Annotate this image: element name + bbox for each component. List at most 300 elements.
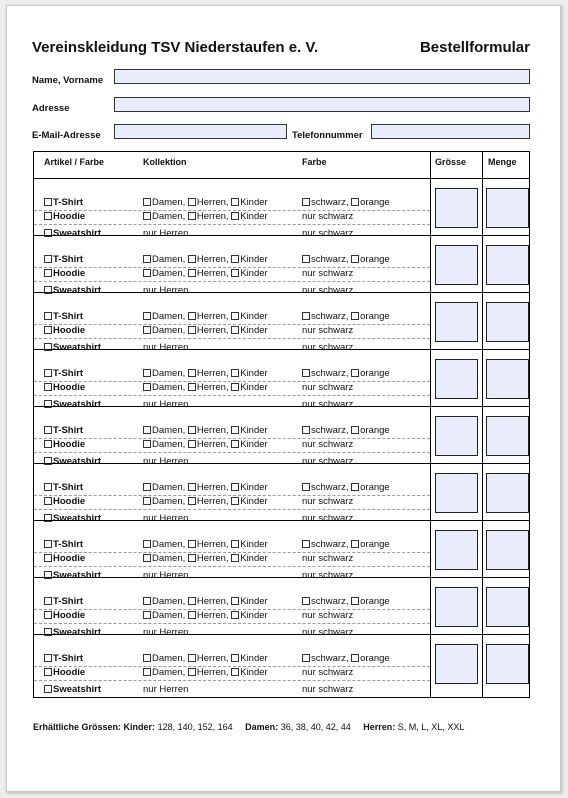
- collection-options: [143, 552, 268, 566]
- available-sizes-note: [33, 722, 464, 732]
- name-field[interactable]: [114, 69, 530, 84]
- orange-checkbox[interactable]: [351, 426, 359, 434]
- black-checkbox[interactable]: [302, 483, 310, 491]
- color-options: [302, 595, 390, 609]
- size-input[interactable]: [435, 188, 478, 228]
- sweatshirt-label: Sweatshirt: [53, 285, 102, 296]
- women-checkbox[interactable]: [143, 369, 151, 377]
- collection-options: [143, 666, 268, 680]
- header-article: Artikel / Farbe: [44, 157, 105, 167]
- hoodie-row: [34, 324, 430, 339]
- kids-checkbox[interactable]: [231, 540, 239, 548]
- hoodie-item[interactable]: [44, 552, 85, 566]
- order-table: [33, 151, 530, 698]
- collection-note: nur Herren: [143, 228, 189, 239]
- men-option-label: Herren,: [196, 254, 229, 265]
- color-note: nur schwarz: [302, 684, 354, 695]
- men-checkbox[interactable]: [188, 497, 196, 505]
- men-checkbox[interactable]: [188, 597, 196, 605]
- men-checkbox[interactable]: [188, 483, 196, 491]
- quantity-input[interactable]: [486, 530, 529, 570]
- women-checkbox[interactable]: [143, 668, 151, 676]
- kids-checkbox[interactable]: [231, 212, 239, 220]
- hoodie-row: [34, 381, 430, 396]
- quantity-input[interactable]: [486, 473, 529, 513]
- women-option-label: Damen,: [152, 653, 186, 664]
- kids-sizes: 128, 140, 152, 164: [157, 722, 233, 732]
- black-checkbox[interactable]: [302, 540, 310, 548]
- color-note: nur schwarz: [302, 325, 354, 336]
- women-option-label: Damen,: [152, 482, 186, 493]
- women-checkbox[interactable]: [143, 255, 151, 263]
- men-checkbox[interactable]: [188, 383, 196, 391]
- kids-checkbox[interactable]: [231, 198, 239, 206]
- women-checkbox[interactable]: [143, 426, 151, 434]
- kids-option-label: Kinder: [240, 268, 268, 279]
- men-sizes-label: Herren:: [363, 722, 396, 732]
- hoodie-item[interactable]: [44, 267, 85, 281]
- women-checkbox[interactable]: [143, 483, 151, 491]
- hoodie-row: [34, 267, 430, 282]
- collection-options: [143, 438, 268, 452]
- black-option-label: schwarz,: [311, 482, 349, 493]
- black-option-label: schwarz,: [311, 311, 349, 322]
- black-checkbox[interactable]: [302, 255, 310, 263]
- sweatshirt-item[interactable]: [44, 683, 101, 697]
- tshirt-checkbox[interactable]: [44, 483, 52, 491]
- men-checkbox[interactable]: [188, 611, 196, 619]
- size-input[interactable]: [435, 302, 478, 342]
- collection-options: [143, 609, 268, 623]
- collection-options: [143, 267, 268, 281]
- tshirt-label: T-Shirt: [53, 311, 84, 322]
- kids-option-label: Kinder: [240, 653, 268, 664]
- hoodie-label: Hoodie: [53, 268, 86, 279]
- hoodie-label: Hoodie: [53, 496, 86, 507]
- quantity-input[interactable]: [486, 359, 529, 399]
- quantity-input[interactable]: [486, 188, 529, 228]
- kids-option-label: Kinder: [240, 482, 268, 493]
- hoodie-item[interactable]: [44, 495, 85, 509]
- color-options: [302, 310, 390, 324]
- form-title: Vereinskleidung TSV Niederstaufen e. V.: [32, 39, 319, 56]
- men-checkbox[interactable]: [188, 198, 196, 206]
- hoodie-checkbox[interactable]: [44, 668, 52, 676]
- women-option-label: Damen,: [152, 325, 186, 336]
- order-line-group: [34, 349, 529, 410]
- color-note: nur schwarz: [302, 627, 354, 638]
- collection-options: [143, 196, 268, 210]
- color-note: nur schwarz: [302, 342, 354, 353]
- women-checkbox[interactable]: [143, 212, 151, 220]
- tshirt-item[interactable]: [44, 310, 83, 324]
- kids-option-label: Kinder: [240, 439, 268, 450]
- women-sizes: 36, 38, 40, 42, 44: [280, 722, 351, 732]
- hoodie-label: Hoodie: [53, 325, 86, 336]
- size-input[interactable]: [435, 530, 478, 570]
- collection-options: [143, 381, 268, 395]
- kids-option-label: Kinder: [240, 368, 268, 379]
- kids-checkbox[interactable]: [231, 269, 239, 277]
- women-option-label: Damen,: [152, 268, 186, 279]
- collection-options: [143, 367, 268, 381]
- collection-note: nur Herren: [143, 285, 189, 296]
- women-option-label: Damen,: [152, 596, 186, 607]
- hoodie-item[interactable]: [44, 210, 85, 224]
- kids-option-label: Kinder: [240, 539, 268, 550]
- orange-option-label: orange: [360, 596, 390, 607]
- women-checkbox[interactable]: [143, 312, 151, 320]
- orange-checkbox[interactable]: [351, 483, 359, 491]
- kids-checkbox[interactable]: [231, 426, 239, 434]
- tshirt-checkbox[interactable]: [44, 540, 52, 548]
- men-option-label: Herren,: [196, 439, 229, 450]
- hoodie-label: Hoodie: [53, 439, 86, 450]
- orange-checkbox[interactable]: [351, 540, 359, 548]
- kids-option-label: Kinder: [240, 496, 268, 507]
- women-option-label: Damen,: [152, 368, 186, 379]
- hoodie-row: [34, 495, 430, 510]
- tshirt-row: [34, 196, 430, 211]
- hoodie-checkbox[interactable]: [44, 611, 52, 619]
- tshirt-row: [34, 367, 430, 382]
- order-form-page: [6, 5, 561, 792]
- hoodie-checkbox[interactable]: [44, 440, 52, 448]
- tshirt-checkbox[interactable]: [44, 198, 52, 206]
- phone-label: Telefonnummer: [292, 130, 363, 141]
- women-option-label: Damen,: [152, 425, 186, 436]
- color-note: nur schwarz: [302, 667, 354, 678]
- black-option-label: schwarz,: [311, 653, 349, 664]
- header-quantity: Menge: [488, 157, 517, 167]
- kids-option-label: Kinder: [240, 211, 268, 222]
- size-input[interactable]: [435, 245, 478, 285]
- orange-option-label: orange: [360, 653, 390, 664]
- size-input[interactable]: [435, 416, 478, 456]
- kids-option-label: Kinder: [240, 325, 268, 336]
- tshirt-item[interactable]: [44, 481, 83, 495]
- men-sizes: S, M, L, XL, XXL: [397, 722, 465, 732]
- kids-checkbox[interactable]: [231, 654, 239, 662]
- sweatshirt-label: Sweatshirt: [53, 456, 102, 467]
- men-option-label: Herren,: [196, 596, 229, 607]
- men-checkbox[interactable]: [188, 312, 196, 320]
- men-option-label: Herren,: [196, 553, 229, 564]
- black-checkbox[interactable]: [302, 369, 310, 377]
- color-options: [302, 253, 390, 267]
- collection-note: nur Herren: [143, 570, 189, 581]
- kids-checkbox[interactable]: [231, 440, 239, 448]
- hoodie-checkbox[interactable]: [44, 326, 52, 334]
- kids-checkbox[interactable]: [231, 554, 239, 562]
- women-checkbox[interactable]: [143, 326, 151, 334]
- quantity-input[interactable]: [486, 302, 529, 342]
- men-option-label: Herren,: [196, 425, 229, 436]
- quantity-input[interactable]: [486, 644, 529, 684]
- hoodie-checkbox[interactable]: [44, 269, 52, 277]
- women-checkbox[interactable]: [143, 440, 151, 448]
- hoodie-checkbox[interactable]: [44, 554, 52, 562]
- tshirt-label: T-Shirt: [53, 425, 84, 436]
- tshirt-label: T-Shirt: [53, 254, 84, 265]
- collection-note: nur Herren: [143, 513, 189, 524]
- tshirt-item[interactable]: [44, 538, 83, 552]
- orange-option-label: orange: [360, 539, 390, 550]
- orange-checkbox[interactable]: [351, 654, 359, 662]
- kids-checkbox[interactable]: [231, 312, 239, 320]
- women-option-label: Damen,: [152, 311, 186, 322]
- collection-options: [143, 210, 268, 224]
- orange-option-label: orange: [360, 197, 390, 208]
- size-input[interactable]: [435, 473, 478, 513]
- name-label: Name, Vorname: [32, 75, 104, 86]
- collection-options: [143, 538, 268, 552]
- tshirt-checkbox[interactable]: [44, 426, 52, 434]
- order-line-group: [34, 406, 529, 467]
- men-checkbox[interactable]: [188, 554, 196, 562]
- hoodie-checkbox[interactable]: [44, 383, 52, 391]
- women-checkbox[interactable]: [143, 383, 151, 391]
- men-checkbox[interactable]: [188, 654, 196, 662]
- orange-checkbox[interactable]: [351, 255, 359, 263]
- black-option-label: schwarz,: [311, 539, 349, 550]
- sweatshirt-checkbox[interactable]: [44, 685, 52, 693]
- color-options: [302, 652, 390, 666]
- black-checkbox[interactable]: [302, 426, 310, 434]
- color-note: nur schwarz: [302, 610, 354, 621]
- available-sizes-label: Erhältliche Grössen:: [33, 722, 122, 732]
- tshirt-item[interactable]: [44, 253, 83, 267]
- tshirt-checkbox[interactable]: [44, 255, 52, 263]
- hoodie-checkbox[interactable]: [44, 212, 52, 220]
- collection-options: [143, 595, 268, 609]
- color-note: nur schwarz: [302, 268, 354, 279]
- color-note: nur schwarz: [302, 570, 354, 581]
- men-option-label: Herren,: [196, 311, 229, 322]
- kids-option-label: Kinder: [240, 596, 268, 607]
- black-option-label: schwarz,: [311, 425, 349, 436]
- men-option-label: Herren,: [196, 482, 229, 493]
- men-option-label: Herren,: [196, 368, 229, 379]
- collection-note: nur Herren: [143, 456, 189, 467]
- collection-options: [143, 253, 268, 267]
- collection-options: [143, 652, 268, 666]
- hoodie-item[interactable]: [44, 324, 85, 338]
- women-option-label: Damen,: [152, 439, 186, 450]
- kids-checkbox[interactable]: [231, 668, 239, 676]
- sweatshirt-label: Sweatshirt: [53, 228, 102, 239]
- hoodie-row: [34, 666, 430, 681]
- kids-option-label: Kinder: [240, 610, 268, 621]
- women-option-label: Damen,: [152, 553, 186, 564]
- header-collection: Kollektion: [143, 157, 187, 167]
- women-checkbox[interactable]: [143, 611, 151, 619]
- collection-options: [143, 324, 268, 338]
- kids-checkbox[interactable]: [231, 597, 239, 605]
- kids-checkbox[interactable]: [231, 497, 239, 505]
- tshirt-label: T-Shirt: [53, 653, 84, 664]
- men-checkbox[interactable]: [188, 440, 196, 448]
- tshirt-item[interactable]: [44, 367, 83, 381]
- women-option-label: Damen,: [152, 496, 186, 507]
- kids-checkbox[interactable]: [231, 383, 239, 391]
- black-checkbox[interactable]: [302, 198, 310, 206]
- sweatshirt-label: Sweatshirt: [53, 513, 102, 524]
- address-field[interactable]: [114, 97, 530, 112]
- order-line-group: [34, 577, 529, 638]
- men-checkbox[interactable]: [188, 540, 196, 548]
- tshirt-checkbox[interactable]: [44, 312, 52, 320]
- men-option-label: Herren,: [196, 667, 229, 678]
- orange-checkbox[interactable]: [351, 369, 359, 377]
- hoodie-checkbox[interactable]: [44, 497, 52, 505]
- women-checkbox[interactable]: [143, 497, 151, 505]
- women-option-label: Damen,: [152, 382, 186, 393]
- women-checkbox[interactable]: [143, 269, 151, 277]
- kids-checkbox[interactable]: [231, 255, 239, 263]
- sweatshirt-label: Sweatshirt: [53, 570, 102, 581]
- order-line-group: [34, 520, 529, 581]
- color-note: nur schwarz: [302, 211, 354, 222]
- men-checkbox[interactable]: [188, 326, 196, 334]
- black-option-label: schwarz,: [311, 254, 349, 265]
- tshirt-row: [34, 652, 430, 667]
- color-note: nur schwarz: [302, 285, 354, 296]
- women-option-label: Damen,: [152, 610, 186, 621]
- orange-option-label: orange: [360, 254, 390, 265]
- men-checkbox[interactable]: [188, 255, 196, 263]
- size-input[interactable]: [435, 587, 478, 627]
- color-note: nur schwarz: [302, 439, 354, 450]
- tshirt-item[interactable]: [44, 652, 83, 666]
- phone-field[interactable]: [371, 124, 530, 139]
- kids-option-label: Kinder: [240, 667, 268, 678]
- tshirt-item[interactable]: [44, 196, 83, 210]
- women-checkbox[interactable]: [143, 597, 151, 605]
- tshirt-row: [34, 595, 430, 610]
- orange-option-label: orange: [360, 311, 390, 322]
- hoodie-row: [34, 210, 430, 225]
- men-checkbox[interactable]: [188, 668, 196, 676]
- order-line-group: [34, 292, 529, 353]
- black-option-label: schwarz,: [311, 596, 349, 607]
- color-options: [302, 367, 390, 381]
- order-line-group: [34, 178, 529, 239]
- quantity-input[interactable]: [486, 416, 529, 456]
- collection-options: [143, 495, 268, 509]
- color-options: [302, 424, 390, 438]
- sweatshirt-row: [34, 683, 430, 697]
- kids-checkbox[interactable]: [231, 483, 239, 491]
- men-option-label: Herren,: [196, 539, 229, 550]
- tshirt-item[interactable]: [44, 595, 83, 609]
- tshirt-label: T-Shirt: [53, 482, 84, 493]
- order-line-group: [34, 463, 529, 524]
- email-field[interactable]: [114, 124, 287, 139]
- men-option-label: Herren,: [196, 496, 229, 507]
- women-option-label: Damen,: [152, 211, 186, 222]
- women-checkbox[interactable]: [143, 198, 151, 206]
- hoodie-item[interactable]: [44, 666, 85, 680]
- color-note: nur schwarz: [302, 456, 354, 467]
- kids-option-label: Kinder: [240, 254, 268, 265]
- color-note: nur schwarz: [302, 399, 354, 410]
- tshirt-checkbox[interactable]: [44, 597, 52, 605]
- men-checkbox[interactable]: [188, 269, 196, 277]
- tshirt-label: T-Shirt: [53, 368, 84, 379]
- hoodie-item[interactable]: [44, 381, 85, 395]
- black-checkbox[interactable]: [302, 312, 310, 320]
- women-checkbox[interactable]: [143, 540, 151, 548]
- orange-checkbox[interactable]: [351, 597, 359, 605]
- quantity-input[interactable]: [486, 587, 529, 627]
- color-note: nur schwarz: [302, 228, 354, 239]
- tshirt-item[interactable]: [44, 424, 83, 438]
- color-note: nur schwarz: [302, 496, 354, 507]
- kids-option-label: Kinder: [240, 382, 268, 393]
- men-option-label: Herren,: [196, 268, 229, 279]
- collection-options: [143, 424, 268, 438]
- women-checkbox[interactable]: [143, 654, 151, 662]
- women-sizes-label: Damen:: [245, 722, 279, 732]
- header-size: Grösse: [435, 157, 467, 167]
- tshirt-checkbox[interactable]: [44, 654, 52, 662]
- kids-option-label: Kinder: [240, 197, 268, 208]
- men-option-label: Herren,: [196, 197, 229, 208]
- orange-checkbox[interactable]: [351, 198, 359, 206]
- men-checkbox[interactable]: [188, 212, 196, 220]
- orange-checkbox[interactable]: [351, 312, 359, 320]
- kids-option-label: Kinder: [240, 553, 268, 564]
- men-checkbox[interactable]: [188, 369, 196, 377]
- order-line-group: [34, 634, 529, 695]
- hoodie-label: Hoodie: [53, 382, 86, 393]
- women-option-label: Damen,: [152, 539, 186, 550]
- tshirt-row: [34, 310, 430, 325]
- kids-checkbox[interactable]: [231, 369, 239, 377]
- orange-option-label: orange: [360, 425, 390, 436]
- tshirt-checkbox[interactable]: [44, 369, 52, 377]
- tshirt-row: [34, 538, 430, 553]
- black-checkbox[interactable]: [302, 597, 310, 605]
- order-line-group: [34, 235, 529, 296]
- collection-note: nur Herren: [143, 684, 189, 695]
- women-checkbox[interactable]: [143, 554, 151, 562]
- sweatshirt-label: Sweatshirt: [53, 399, 102, 410]
- hoodie-item[interactable]: [44, 609, 85, 623]
- hoodie-item[interactable]: [44, 438, 85, 452]
- kids-checkbox[interactable]: [231, 326, 239, 334]
- hoodie-label: Hoodie: [53, 667, 86, 678]
- hoodie-label: Hoodie: [53, 553, 86, 564]
- hoodie-row: [34, 609, 430, 624]
- black-checkbox[interactable]: [302, 654, 310, 662]
- sweatshirt-label: Sweatshirt: [53, 684, 102, 695]
- form-type-heading: Bestellformular: [419, 39, 530, 56]
- quantity-input[interactable]: [486, 245, 529, 285]
- men-checkbox[interactable]: [188, 426, 196, 434]
- color-note: nur schwarz: [302, 382, 354, 393]
- hoodie-row: [34, 552, 430, 567]
- women-option-label: Damen,: [152, 254, 186, 265]
- size-input[interactable]: [435, 359, 478, 399]
- color-note: nur schwarz: [302, 513, 354, 524]
- tshirt-label: T-Shirt: [53, 539, 84, 550]
- size-input[interactable]: [435, 644, 478, 684]
- color-options: [302, 196, 390, 210]
- hoodie-label: Hoodie: [53, 211, 86, 222]
- kids-checkbox[interactable]: [231, 611, 239, 619]
